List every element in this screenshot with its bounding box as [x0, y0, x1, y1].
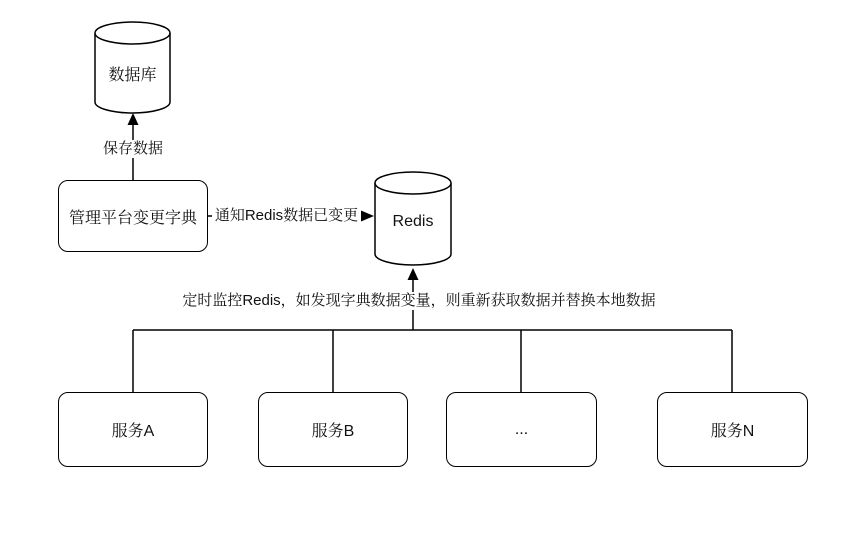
- service-more-node: [446, 392, 597, 467]
- service-a-node-label: 服务A: [111, 423, 155, 440]
- notify-edge-label: 通知Redis数据已变更: [212, 207, 361, 225]
- save-arrowhead-icon: [128, 113, 139, 125]
- notify-arrowhead-icon: [361, 211, 374, 222]
- database-cylinder-top: [95, 22, 170, 44]
- redis-node-label: Redis: [392, 213, 434, 230]
- service-a-node: [58, 392, 208, 467]
- database-node-label: 数据库: [108, 66, 157, 84]
- monitor-edge-label: 定时监控Redis，如发现字典数据变量，则重新获取数据并替换本地数据: [169, 292, 669, 310]
- service-b-node-label: 服务B: [311, 423, 355, 440]
- redis-cylinder-top: [375, 172, 451, 194]
- admin-platform-node-label: 管理平台变更字典: [68, 209, 197, 227]
- service-n-node-label: 服务N: [710, 423, 755, 440]
- service-n-node: [657, 392, 808, 467]
- admin-platform-node: [58, 180, 208, 252]
- service-b-node: [258, 392, 408, 467]
- service-more-node-label: ...: [514, 420, 529, 438]
- monitor-arrowhead-icon: [408, 268, 419, 280]
- save-edge-label: 保存数据: [98, 140, 168, 158]
